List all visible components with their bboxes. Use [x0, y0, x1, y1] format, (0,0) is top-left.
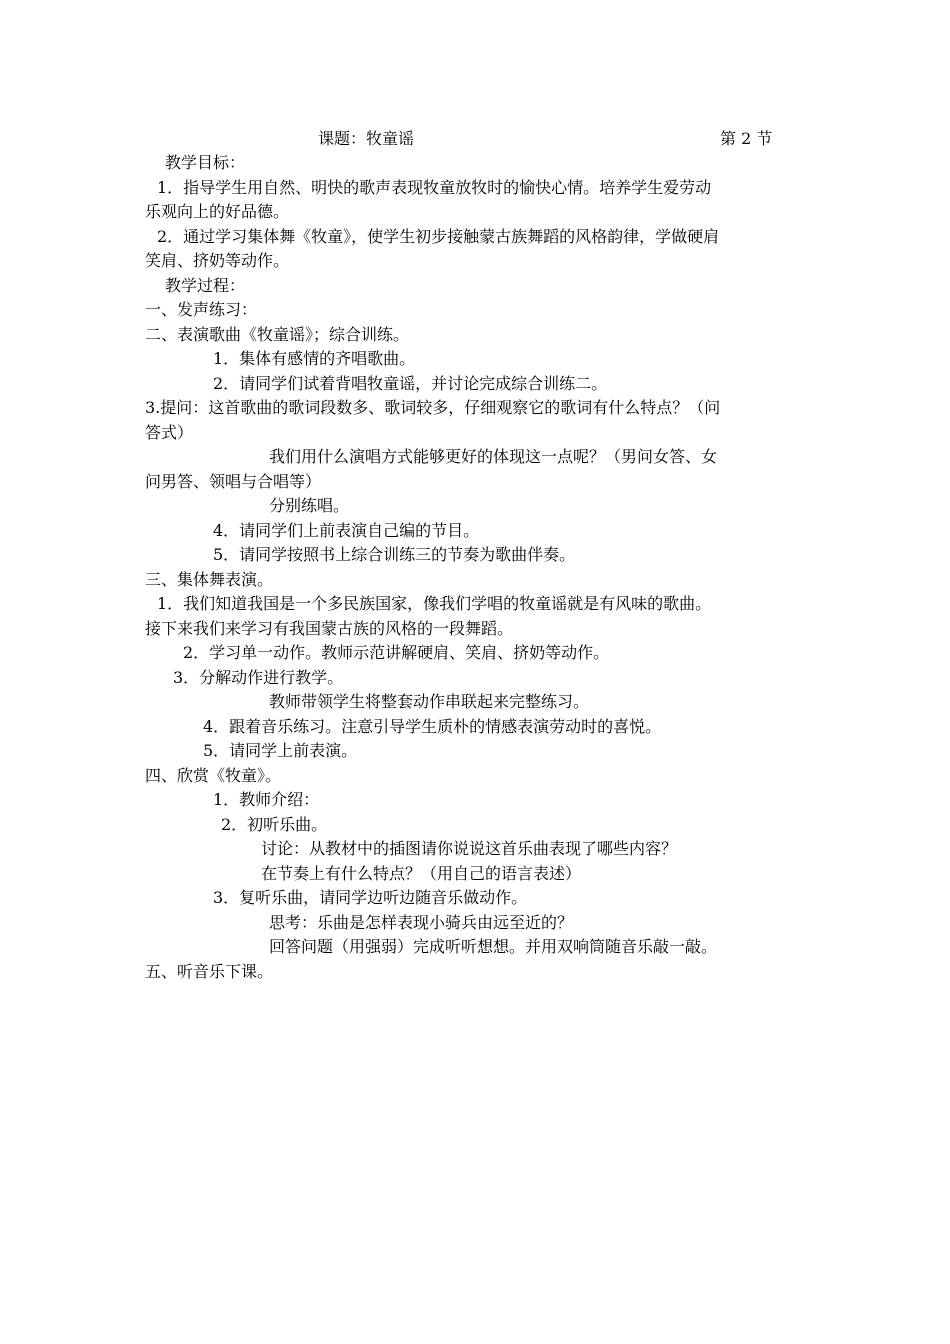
text-line: 1．我们知道我国是一个多民族国家，像我们学唱的牧童谣就是有风味的歌曲。	[157, 594, 712, 613]
text-line: 3.提问：这首歌曲的歌词段数多、歌词较多，仔细观察它的歌词有什么特点？（问	[145, 398, 721, 417]
text-line: 3．分解动作进行教学。	[173, 667, 344, 687]
text-line: 回答问题（用强弱）完成听听想想。并用双响筒随音乐敲一敲。	[269, 937, 718, 956]
text-line: 教师带领学生将整套动作串联起来完整练习。	[269, 692, 590, 711]
text-line: 二、表演歌曲《牧童谣》；综合训练。	[145, 324, 410, 344]
text-line: 2．初听乐曲。	[221, 814, 328, 834]
text-line: 5．请同学上前表演。	[203, 741, 358, 760]
text-line: 笑肩、挤奶等动作。	[145, 251, 290, 270]
text-line: 在节奏上有什么特点？（用自己的语言表述）	[261, 863, 582, 883]
text-line: 4．跟着音乐练习。注意引导学生质朴的情感表演劳动时的喜悦。	[203, 716, 662, 736]
text-line: 教学目标：	[165, 153, 246, 172]
text-line: 接下来我们来学习有我国蒙古族的风格的一段舞蹈。	[145, 618, 514, 638]
text-line: 三、集体舞表演。	[145, 569, 274, 589]
text-line: 3．复听乐曲，请同学边听边随音乐做动作。	[213, 888, 528, 907]
text-line: 一、发声练习：	[145, 300, 258, 319]
title-row	[0, 126, 950, 150]
text-line: 四、欣赏《牧童》。	[145, 765, 282, 785]
text-line: 5．请同学按照书上综合训练三的节奏为歌曲伴奏。	[213, 545, 576, 564]
text-line: 答式）	[145, 422, 194, 442]
text-line: 讨论：从教材中的插图请你说说这首乐曲表现了哪些内容？	[261, 839, 678, 858]
text-line: 乐观向上的好品德。	[145, 202, 290, 221]
text-line: 思考：乐曲是怎样表现小骑兵由远至近的？	[269, 912, 574, 932]
text-line: 问男答、领唱与合唱等）	[145, 471, 322, 491]
text-line: 1．教师介绍：	[213, 790, 320, 809]
text-line: 1．集体有感情的齐唱歌曲。	[213, 349, 416, 368]
text-line: 五、听音乐下课。	[145, 961, 274, 981]
lesson-number: 第 2 节	[720, 129, 773, 148]
text-line: 2．通过学习集体舞《牧童》，使学生初步接触蒙古族舞蹈的风格韵律，学做硬肩	[157, 226, 720, 246]
text-line: 分别练唱。	[269, 496, 350, 515]
lesson-title: 课题：牧童谣	[318, 129, 415, 148]
text-line: 1．指导学生用自然、明快的歌声表现牧童放牧时的愉快心情。培养学生爱劳动	[157, 177, 712, 197]
text-line: 我们用什么演唱方式能够更好的体现这一点呢？（男问女答、女	[269, 447, 718, 466]
text-line: 4．请同学们上前表演自己编的节目。	[213, 520, 480, 540]
text-line: 教学过程：	[165, 275, 246, 295]
text-line: 2．学习单一动作。教师示范讲解硬肩、笑肩、挤奶等动作。	[183, 643, 610, 662]
lesson-content	[145, 151, 810, 984]
text-line: 2．请同学们试着背唱牧童谣，并讨论完成综合训练二。	[213, 373, 608, 393]
